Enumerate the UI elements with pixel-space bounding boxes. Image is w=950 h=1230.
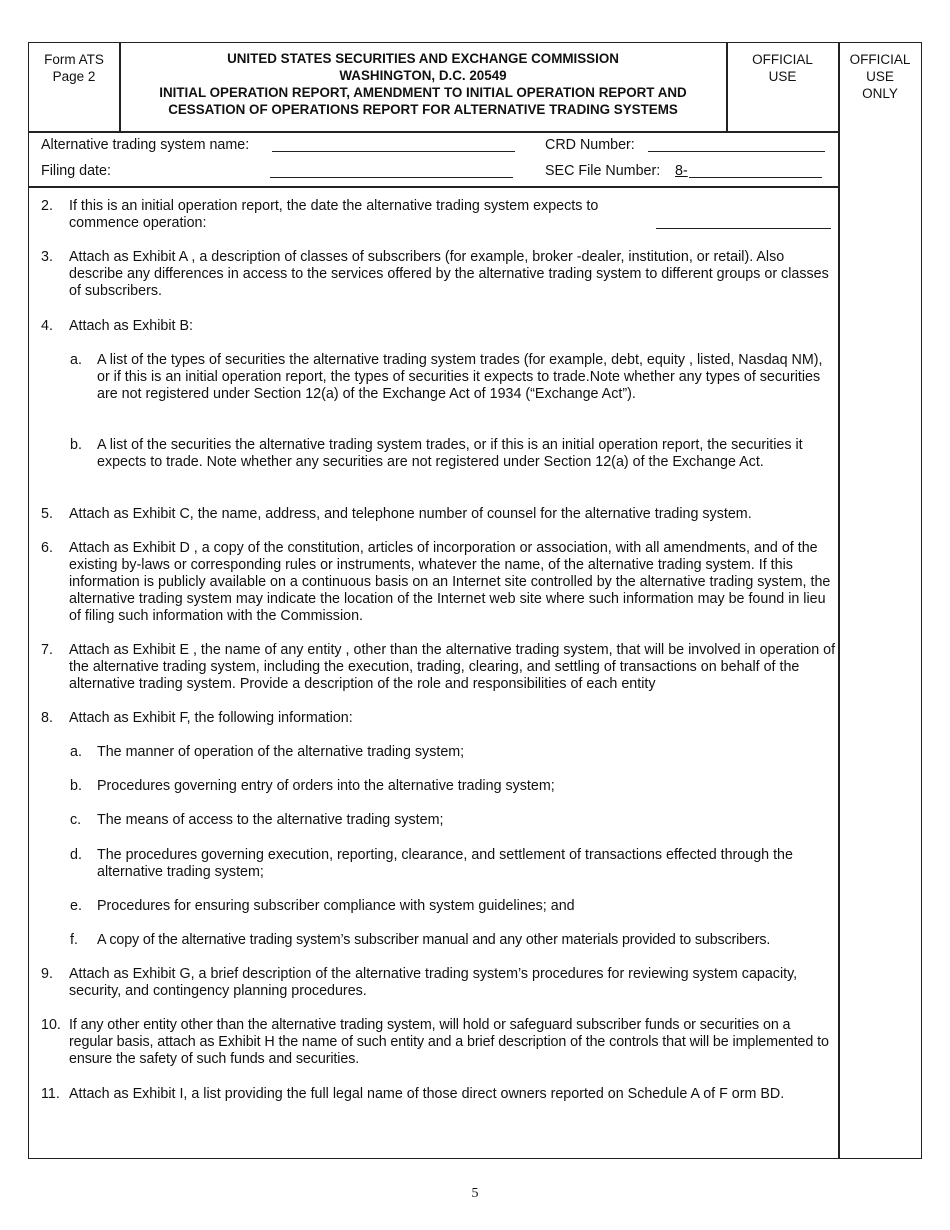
item-letter: e.	[70, 898, 82, 914]
item-number: 2.	[41, 198, 53, 214]
official-use-only-line: USE	[866, 69, 894, 84]
filing-date-label: Filing date:	[41, 163, 111, 179]
item-text: If this is an initial operation report, the date the alternative trading system expects to commence operation:	[69, 198, 599, 231]
form-id-line1: Form ATS	[44, 52, 104, 67]
item-text: Attach as Exhibit A , a description of classes of subscribers (for example, broker -dealer, institution, or retail). Also describe any differences in access to the services offered by the alternative trading system to different groups or classes of subscribers.	[69, 249, 829, 299]
item-letter: a.	[70, 352, 82, 368]
ats-name-label: Alternative trading system name:	[41, 137, 250, 153]
item-number: 7.	[41, 642, 53, 658]
form-id	[28, 51, 120, 85]
item-text: Attach as Exhibit D , a copy of the constitution, articles of incorporation or association, with all amendments, and of the existing by-laws or corresponding rules or instruments, whatever the name, of the alternative trading system. If this information is publicly available on a continuous basis on an Internet site controlled by the alternative trading system, the alternative trading system may indicate the location of the Internet web site where such information may be found in lieu of filing such information with the Commission.	[69, 540, 831, 624]
official-use-only-line: ONLY	[862, 86, 898, 101]
item-number: 5.	[41, 506, 53, 522]
item-number: 8.	[41, 710, 53, 726]
form-title	[120, 50, 726, 118]
item-text: If any other entity other than the alternative trading system, will hold or safeguard subscriber funds or securities on a regular basis, attach as Exhibit H the name of such entity and a brief description of the controls that will be implemented to ensure the safety of such funds and securities.	[69, 1017, 829, 1067]
official-use-line: OFFICIAL	[752, 52, 813, 67]
item-letter: b.	[70, 778, 82, 794]
commence-date-field[interactable]	[656, 228, 831, 229]
title-line: INITIAL OPERATION REPORT, AMENDMENT TO INITIAL OPERATION REPORT AND	[159, 85, 687, 100]
crd-number-field[interactable]	[648, 151, 825, 152]
item-text: Procedures for ensuring subscriber compliance with system guidelines; and	[97, 898, 575, 914]
official-use-line: USE	[768, 69, 797, 84]
item-text: Attach as Exhibit C, the name, address, and telephone number of counsel for the alternative trading system.	[69, 506, 752, 522]
item-text: Attach as Exhibit B:	[69, 318, 193, 334]
item-text: Attach as Exhibit F, the following information:	[69, 710, 353, 726]
item-text: A copy of the alternative trading system’s subscriber manual and any other materials provided to subscribers.	[97, 932, 771, 948]
item-text: Attach as Exhibit G, a brief description of the alternative trading system’s procedures for reviewing system capacity, security, and contingency planning procedures.	[69, 966, 798, 999]
fields-bottom-rule	[28, 186, 839, 188]
item-number: 10.	[41, 1017, 61, 1033]
item-number: 9.	[41, 966, 53, 982]
item-number: 4.	[41, 318, 53, 334]
ats-name-field[interactable]	[272, 151, 515, 152]
item-letter: f.	[70, 932, 78, 948]
item-text: The means of access to the alternative trading system;	[97, 812, 444, 828]
crd-number-label: CRD Number:	[545, 137, 635, 153]
official-use-box	[727, 51, 838, 85]
official-use-only-line: OFFICIAL	[849, 52, 911, 67]
item-text: A list of the securities the alternative trading system trades, or if this is an initial operation report, the securities it expects to trade. Note whether any securities are not registered under Section 12(a) of the Exchange Act.	[97, 437, 803, 470]
sec-file-number-label: SEC File Number:	[545, 163, 661, 179]
item-letter: a.	[70, 744, 82, 760]
item-text: The procedures governing execution, reporting, clearance, and settlement of transactions effected through the alternative trading system;	[97, 847, 793, 880]
divider-official-use-only	[838, 42, 840, 1159]
form-id-line2: Page 2	[52, 69, 96, 84]
item-text: Attach as Exhibit I, a list providing the full legal name of those direct owners reported on Schedule A of F orm BD.	[69, 1086, 785, 1102]
item-letter: d.	[70, 847, 82, 863]
title-line: UNITED STATES SECURITIES AND EXCHANGE COMMISSION	[227, 51, 619, 66]
item-number: 11.	[41, 1086, 60, 1102]
header-bottom-rule	[28, 131, 839, 133]
page-number: 5	[471, 1186, 479, 1201]
item-number: 6.	[41, 540, 53, 556]
item-letter: b.	[70, 437, 82, 453]
title-line: CESSATION OF OPERATIONS REPORT FOR ALTERNATIVE TRADING SYSTEMS	[168, 102, 678, 117]
sec-file-number-field[interactable]	[689, 177, 822, 178]
item-number: 3.	[41, 249, 53, 265]
title-line: WASHINGTON, D.C. 20549	[339, 68, 507, 83]
filing-date-field[interactable]	[270, 177, 513, 178]
sec-file-number-prefix: 8-	[675, 163, 688, 179]
item-text: Attach as Exhibit E , the name of any entity , other than the alternative trading system, that will be involved in operation of the alternative trading system, including the execution, trading, clearing, and settling of transactions on behalf of the alternative trading system. Provide a description of the role and responsibilities of each entity	[69, 642, 836, 692]
item-letter: c.	[70, 812, 82, 828]
item-text: The manner of operation of the alternative trading system;	[97, 744, 465, 760]
official-use-only-box	[839, 51, 921, 102]
item-text: A list of the types of securities the alternative trading system trades (for example, debt, equity , listed, Nasdaq NM), or if this is an initial operation report, the types of securities it expects to trade.Note whether any types of securities are not registered under Section 12(a) of the Exchange Act of 1934 (“Exchange Act”).	[97, 352, 823, 402]
item-text: Procedures governing entry of orders into the alternative trading system;	[97, 778, 555, 794]
